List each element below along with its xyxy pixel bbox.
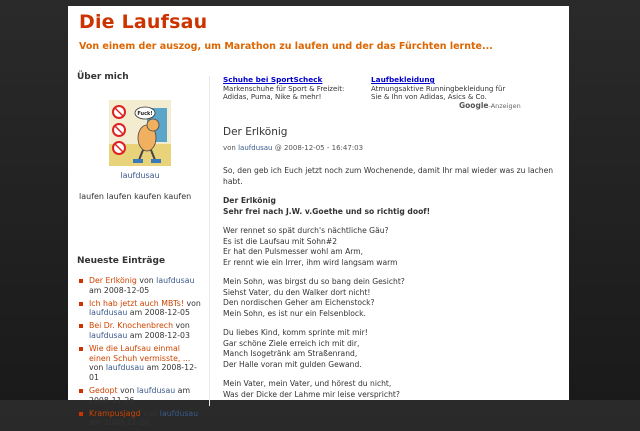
post-body — [223, 166, 559, 409]
am-label: am — [89, 418, 102, 428]
ad-unit — [223, 76, 373, 102]
blog-post — [223, 126, 559, 399]
site-title[interactable]: Die Laufsau — [79, 11, 208, 33]
bullet-icon — [79, 324, 83, 328]
post-date: 2008-12-05 — [144, 308, 190, 318]
bullet-icon — [79, 389, 83, 393]
by-label: von — [139, 276, 154, 285]
recent-post-link[interactable]: Wie die Laufsau einmal einen Schuh vermisste, ... — [89, 343, 191, 363]
bullet-icon — [79, 279, 83, 283]
post-date: 2008-12-05 — [103, 285, 150, 295]
by-label: von — [89, 363, 104, 373]
about-text: laufen laufen kaufen kaufen — [79, 192, 192, 201]
bullet-icon — [79, 302, 83, 306]
google-logo: Google — [459, 101, 489, 110]
about-title: Über mich — [77, 72, 129, 82]
am-label: am — [177, 385, 191, 395]
recent-posts-list — [77, 276, 203, 431]
recent-post-link[interactable]: Bei Dr. Knochenbrech — [89, 321, 174, 331]
post-author-link[interactable]: laufdusau — [238, 144, 273, 152]
author-link[interactable]: laufdusau — [89, 330, 128, 340]
post-date: 2008-11-26 — [103, 418, 150, 428]
page — [68, 6, 569, 428]
ad-text: Sie & Ihn von Adidas, Asics & Co. — [371, 93, 487, 101]
recent-post-link[interactable]: Der Erlkönig — [89, 276, 137, 285]
site-description: Von einem der auszog, um Marathon zu laufen und der das Fürchten lernte... — [79, 41, 493, 52]
list-item — [77, 276, 203, 296]
google-ads-label[interactable] — [459, 101, 521, 110]
recent-posts-title: Neueste Einträge — [77, 256, 166, 266]
list-item — [77, 386, 203, 406]
avatar-name-link[interactable]: laufdusau — [120, 171, 160, 180]
site-header — [68, 6, 569, 62]
poem-stanza: Mein Sohn, was birgst du so bang dein Gesicht? Siehst Vater, du den Walker dort nicht! Den nordischen Geher am Eichenstock? Mein Sohn, es ist nur ein Felsenblock. — [223, 277, 405, 318]
poem-heading: Der Erlkönig Sehr frei nach J.W. v.Goethe und so richtig doof! — [223, 196, 431, 216]
ad-text: Atmungsaktive Runningbekleidung für — [371, 84, 506, 93]
post-date: 2008-12-01 — [89, 363, 197, 383]
recent-post-link[interactable]: Krampusjagd — [89, 408, 141, 418]
post-date: 2008-11-26 — [89, 395, 135, 405]
sidebar — [77, 72, 203, 428]
author-link[interactable]: laufdusau — [156, 276, 195, 285]
about-image — [109, 100, 171, 166]
post-date: 2008-12-03 — [144, 330, 190, 340]
pig-illustration-icon — [109, 100, 171, 166]
ad-link-laufbekleidung[interactable]: Laufbekleidung — [371, 75, 435, 84]
recent-post-link[interactable]: Gedopt — [89, 385, 118, 395]
list-item — [77, 344, 203, 383]
ad-unit — [371, 76, 541, 102]
by-label: von — [120, 385, 135, 395]
ad-text: Adidas, Puma, Nike & mehr! — [223, 93, 322, 101]
poem-stanza: Mein Vater, mein Vater, und hörest du nicht, Was der Dicke der Lahme mir leise verspricht? — [223, 379, 400, 399]
google-ads — [223, 76, 558, 118]
am-label: am — [89, 285, 102, 295]
author-link[interactable]: laufdusau — [105, 363, 145, 373]
list-item — [77, 321, 203, 341]
poem-stanza: Du liebes Kind, komm sprinte mit mir! Gar schöne Ziele erreich ich mit dir, Manch Isogetränk am Straßenrand, Der Halle voran mit gulden Gewand. — [223, 328, 368, 369]
bullet-icon — [79, 412, 83, 416]
by-label: von — [186, 298, 201, 308]
author-link[interactable]: laufdusau — [159, 408, 199, 418]
post-meta — [223, 144, 363, 152]
by-label: von — [175, 321, 190, 331]
post-title[interactable]: Der Erlkönig — [223, 126, 288, 138]
am-label: am — [129, 330, 143, 340]
list-item — [77, 299, 203, 319]
recent-post-link[interactable]: Ich hab jetzt auch MBTs! — [89, 298, 184, 308]
am-label: am — [146, 363, 159, 373]
meta-prefix: von — [223, 144, 236, 152]
column-divider — [209, 76, 210, 406]
bullet-icon — [79, 347, 83, 351]
svg-text:Fuck!: Fuck! — [137, 111, 153, 117]
list-item — [77, 409, 203, 429]
poem-stanza: Wer rennet so spät durch's nächtliche Gäu? Es ist die Laufsau mit Sohn#2 Er hat den Pulsmesser wohl am Arm, Er rennt wie ein Irrer, ihm wird langsam warm — [223, 226, 398, 267]
ads-label-suffix: -Anzeigen — [488, 102, 521, 110]
post-date: @ 2008-12-05 - 16:47:03 — [274, 144, 364, 152]
ad-text: Markenschuhe für Sport & Freizeit: — [223, 84, 345, 93]
author-link[interactable]: laufdusau — [89, 308, 128, 318]
by-label: von — [142, 408, 158, 418]
author-link[interactable]: laufdusau — [136, 385, 176, 395]
post-intro: So, den geb ich Euch jetzt noch zum Wochenende, damit Ihr mal wieder was zu lachen habt. — [223, 166, 554, 186]
ad-link-sportscheck[interactable]: Schuhe bei SportScheck — [223, 75, 323, 84]
am-label: am — [129, 308, 143, 318]
